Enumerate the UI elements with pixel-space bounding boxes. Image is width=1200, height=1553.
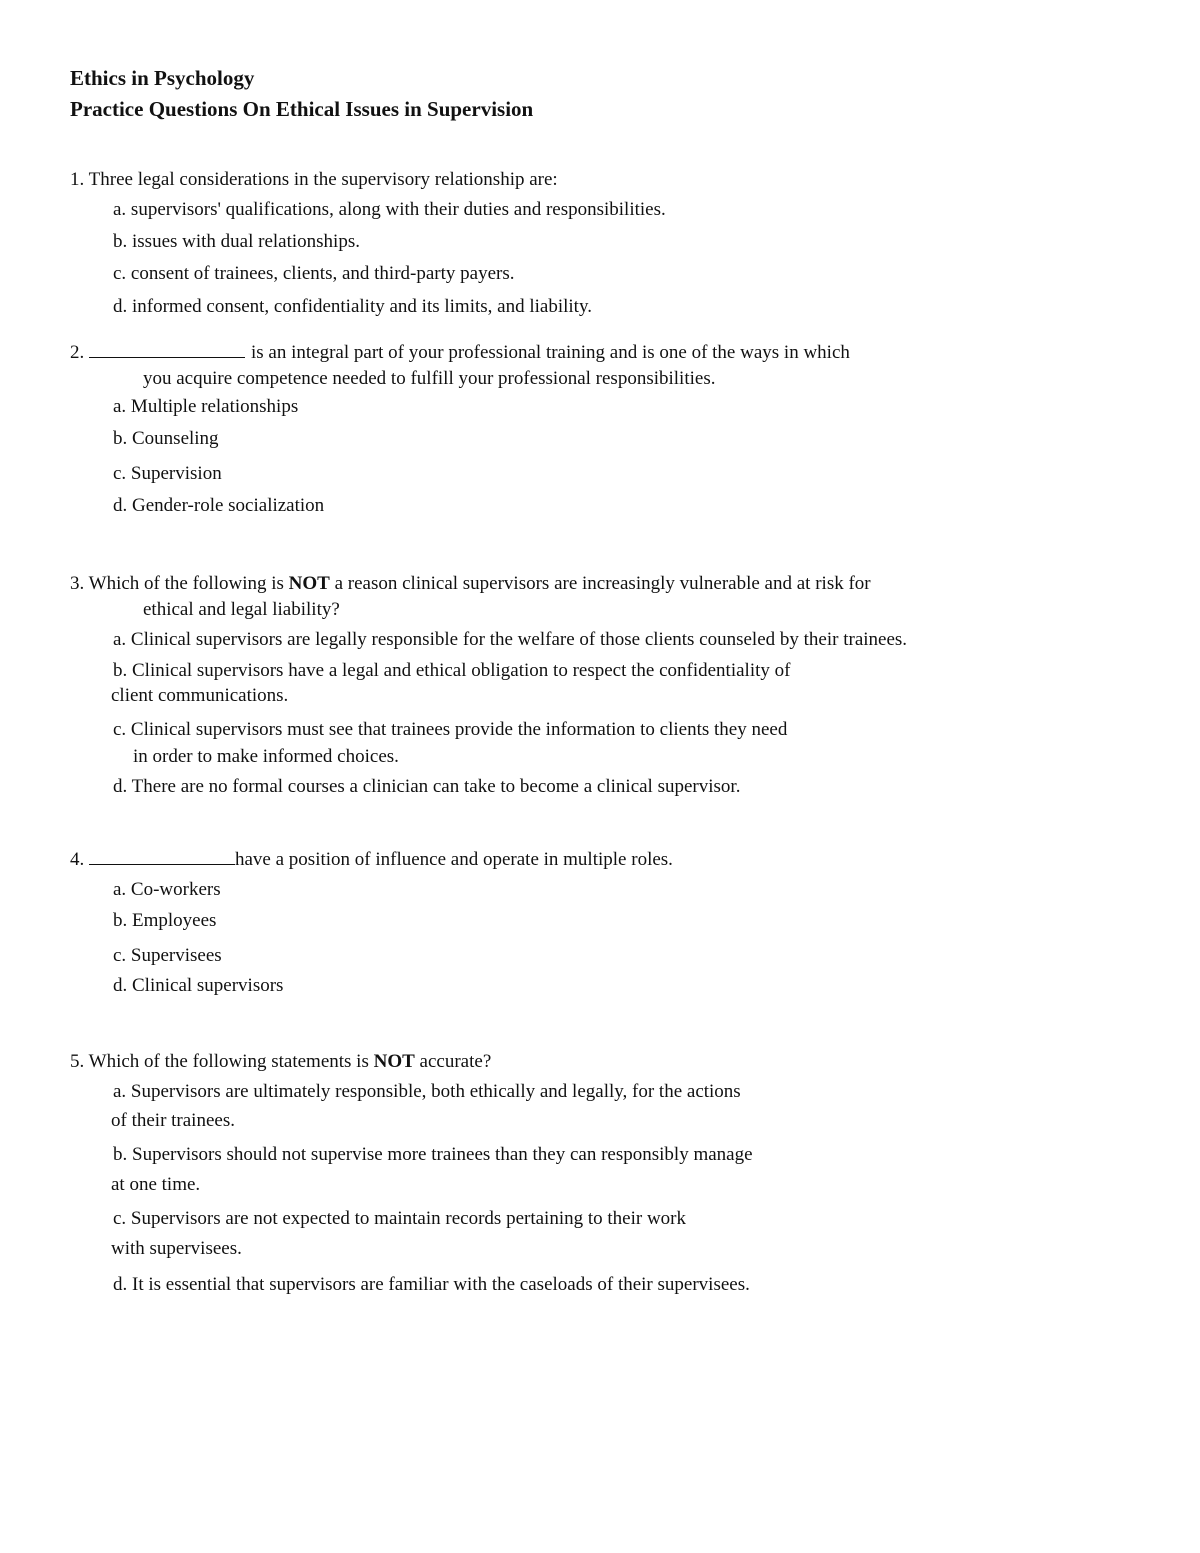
- question-1-option-b: b. issues with dual relationships.: [113, 231, 360, 252]
- question-5-emphasis: NOT: [373, 1051, 415, 1072]
- answer-blank: [89, 342, 245, 358]
- question-2-option-c: c. Supervision: [113, 463, 222, 484]
- question-1-option-a: a. supervisors' qualifications, along with their duties and responsibilities.: [113, 199, 666, 220]
- question-2-option-a: a. Multiple relationships: [113, 396, 299, 417]
- question-5-option-d: d. It is essential that supervisors are familiar with the caseloads of their supervisees.: [113, 1274, 750, 1295]
- question-2-option-b: b. Counseling: [113, 428, 219, 449]
- question-5-option-b-continued: at one time.: [111, 1174, 201, 1195]
- question-5-option-a: a. Supervisors are ultimately responsible, both ethically and legally, for the actions: [113, 1081, 741, 1102]
- question-4-option-d: d. Clinical supervisors: [113, 975, 284, 996]
- question-2-stem-text: is an integral part of your professional training and is one of the ways in which: [251, 342, 850, 363]
- question-4-stem: [70, 849, 673, 872]
- question-3-option-c-continued: in order to make informed choices.: [133, 746, 399, 767]
- question-4-option-c: c. Supervisees: [113, 945, 222, 966]
- question-2-stem-continued: you acquire competence needed to fulfill your professional responsibilities.: [143, 368, 716, 389]
- question-3-stem-end: a reason clinical supervisors are increasingly vulnerable and at risk for: [334, 573, 871, 594]
- question-3-stem-continued: ethical and legal liability?: [143, 599, 340, 620]
- question-1-option-c: c. consent of trainees, clients, and third-party payers.: [113, 263, 515, 284]
- question-5-option-a-continued: of their trainees.: [111, 1110, 235, 1131]
- question-4-option-a: a. Co-workers: [113, 879, 221, 900]
- question-3-option-b: b. Clinical supervisors have a legal and ethical obligation to respect the confidentiality of: [113, 660, 791, 681]
- question-5-stem-start: 5. Which of the following statements is: [70, 1051, 369, 1072]
- question-4-option-b: b. Employees: [113, 910, 217, 931]
- question-3-emphasis: NOT: [288, 573, 330, 594]
- question-2-option-d: d. Gender-role socialization: [113, 495, 325, 516]
- question-3-option-c: c. Clinical supervisors must see that trainees provide the information to clients they need: [113, 719, 788, 740]
- question-5-option-b: b. Supervisors should not supervise more trainees than they can responsibly manage: [113, 1144, 753, 1165]
- answer-blank: [89, 849, 235, 865]
- question-2-stem: [70, 342, 850, 365]
- question-5-stem: [70, 1051, 491, 1074]
- question-5-stem-end: accurate?: [419, 1051, 492, 1072]
- document-subtitle: Practice Questions On Ethical Issues in Supervision: [70, 97, 534, 121]
- document-title: Ethics in Psychology: [70, 66, 255, 90]
- question-3-option-b-continued: client communications.: [111, 685, 289, 706]
- question-5-option-c-continued: with supervisees.: [111, 1238, 242, 1259]
- question-5-option-c: c. Supervisors are not expected to maintain records pertaining to their work: [113, 1208, 686, 1229]
- question-1-stem: 1. Three legal considerations in the supervisory relationship are:: [70, 169, 558, 190]
- question-3-stem: [70, 573, 871, 596]
- question-4-number: 4.: [70, 849, 85, 870]
- question-3-option-a: a. Clinical supervisors are legally responsible for the welfare of those clients counseled by their trainees.: [113, 629, 908, 650]
- question-1-option-d: d. informed consent, confidentiality and its limits, and liability.: [113, 296, 592, 317]
- question-4-stem-text: have a position of influence and operate in multiple roles.: [235, 849, 673, 870]
- question-3-option-d: d. There are no formal courses a clinician can take to become a clinical supervisor.: [113, 776, 741, 797]
- question-3-stem-start: 3. Which of the following is: [70, 573, 284, 594]
- question-2-number: 2.: [70, 342, 85, 363]
